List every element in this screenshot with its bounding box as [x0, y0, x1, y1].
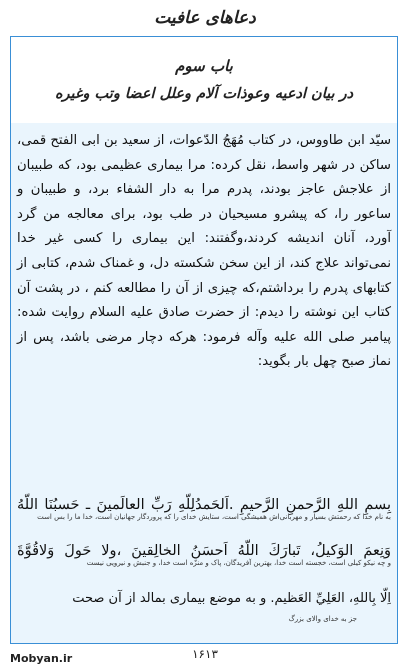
chapter-title: باب سوم	[175, 57, 233, 75]
prayer-line-2: وَنِعمَ الوَكيلُ، تَبارَكَ اللّهُ اَحسَنُ الخالِقينَ ،ولا حَولَ وَلاقُوَّةَ	[17, 543, 391, 559]
prayer-block-2	[17, 543, 391, 567]
footer-line: اِلّا بِاللهِ، العَلِيِّ العَظيم. و به موضع بیماری بمالد از آن صحت	[72, 591, 391, 606]
content-frame	[10, 36, 398, 644]
chapter-subtitle: در بیان ادعیه وعوذات آلام وعلل اعضا وتب وغیره	[54, 85, 354, 102]
prayer-block-1	[17, 497, 391, 521]
body-paragraph: سیّد ابن طاووس، در کتاب مُهَجُ الدّعوات، از سعید بن ابی الفتح قمی، ساکن در شهر واسط، نقل کرده: مرا بیماری عظیمی بود، که طبیبان از علاجش عاجز بودند، پدرم مرا به دار الشفاء برد، و طبیبان و ساعور را، که پیشرو مسیحیان در طب بود، برای معالجه من گرد آورد، آنان اندیشه کردند،وگفتند: این بیماری را کسی غیر خدا نمی‌تواند علاج کند، از این سخن شکسته دل، و غمناک شدم، کتابی از کتابهای پدرم را برداشتم،که چیزی از آن را مطالعه کنم ، در پشت آن کتاب این نوشته را دیدم: از حضرت صادق عليه السلام روایت شده: پیامبر صلى الله عليه وآله فرمود: هرکه دچار مرضی باشد، پس از نماز صبح چهل بار بگوید:	[17, 133, 391, 370]
gloss-line-1: به نام خدا که رحمتش بسیار و مهربانی‌اش همیشگی است، ستایش خدای را که پروردگار جهانیان است، خدا ما را بس است	[37, 513, 391, 521]
chapter-header	[11, 37, 397, 123]
prayer-line-1: بِسمِ اللهِ الرَّحمنِ الرَّحيمِ .اَلحَمدُلِلّهِ رَبِّ العالَمينَ ـ حَسبُنَا اللّهُ	[17, 497, 391, 513]
page-title: دعاهای عافیت	[154, 8, 256, 28]
watermark-text: Mobyan.ir	[10, 652, 73, 665]
footer-gloss: جز به خدای والای بزرگ	[288, 615, 357, 623]
gloss-line-2: و چه نیکو کیلی است، خجسته است خدا، بهترین آفریدگان، پاک و منزّه است خدا، و جنبش و نیرویی نیست	[86, 559, 391, 567]
page-number: ۱۶۱۳	[192, 647, 218, 661]
